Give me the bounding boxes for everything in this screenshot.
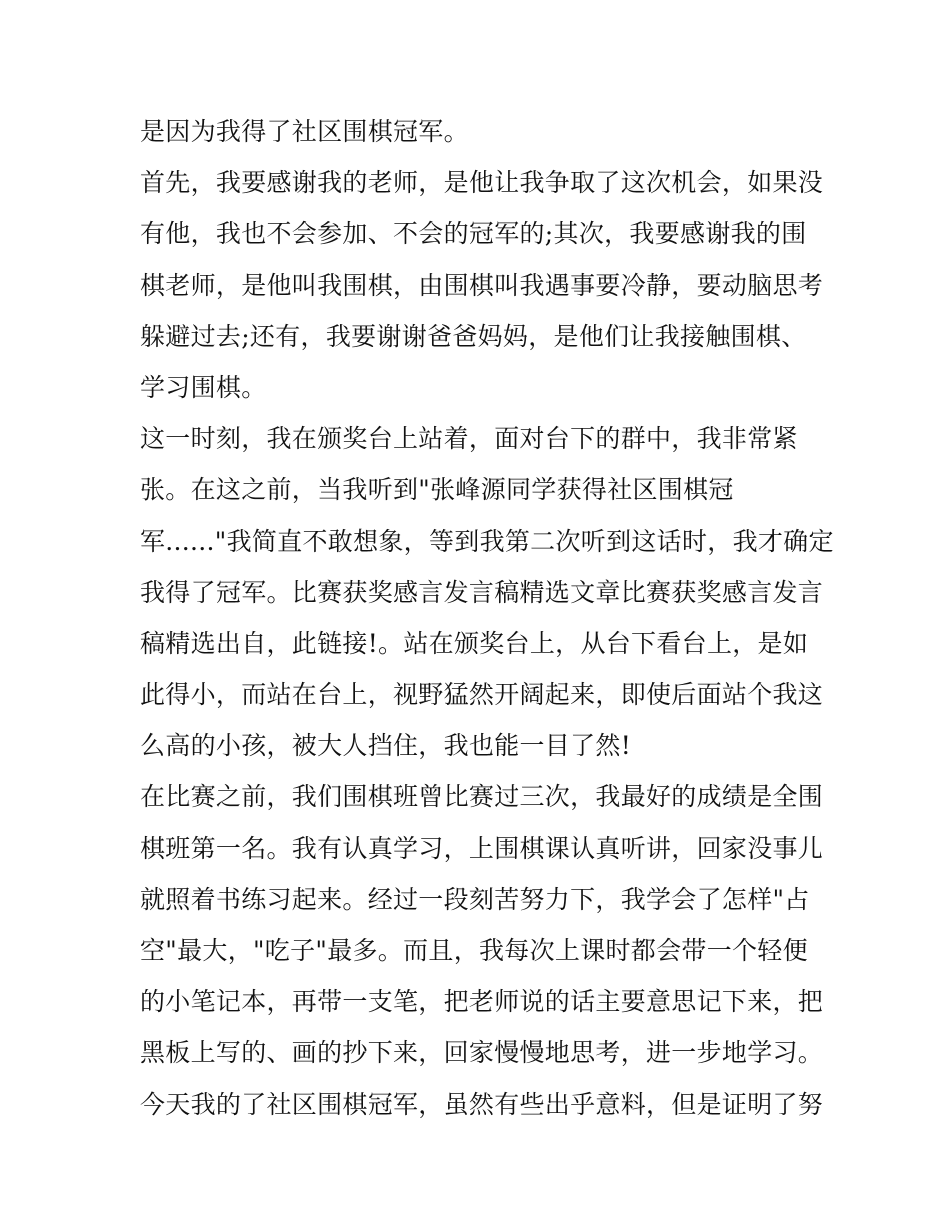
text-line: 空"最大，"吃子"最多。而且，我每次上课时都会带一个轻便 — [140, 936, 808, 965]
text-line: 黑板上写的、画的抄下来，回家慢慢地思考，进一步地学习。 — [140, 1038, 824, 1068]
text-line: 么高的小孩，被大人挡住，我也能一目了然! — [140, 731, 632, 761]
document-body — [140, 106, 834, 1130]
text-line: 张。在这之前，当我听到"张峰源同学获得社区围棋冠 — [140, 475, 734, 505]
text-line: 是因为我得了社区围棋冠军。 — [140, 117, 469, 146]
text-line: 棋老师，是他叫我围棋，由围棋叫我遇事要冷静，要动脑思考 — [140, 270, 824, 300]
text-line: 首先，我要感谢我的老师，是他让我争取了这次机会，如果没 — [140, 168, 824, 198]
text-line: 棋班第一名。我有认真学习，上围棋课认真听讲，回家没事儿 — [140, 833, 824, 863]
text-line: 今天我的了社区围棋冠军，虽然有些出乎意料，但是证明了努 — [140, 1089, 824, 1119]
text-line: 躲避过去;还有，我要谢谢爸爸妈妈，是他们让我接触围棋、 — [140, 321, 807, 351]
text-line: 此得小，而站在台上，视野猛然开阔起来，即使后面站个我这 — [140, 680, 824, 710]
text-line: 在比赛之前，我们围棋班曾比赛过三次，我最好的成绩是全围 — [140, 782, 824, 812]
text-line: 的小笔记本，再带一支笔，把老师说的话主要意思记下来，把 — [140, 987, 824, 1017]
text-line: 这一时刻，我在颁奖台上站着，面对台下的群中，我非常紧 — [140, 424, 798, 454]
text-line: 军......"我简直不敢想象，等到我第二次听到这话时，我才确定 — [140, 526, 834, 556]
text-line: 有他，我也不会参加、不会的冠军的;其次，我要感谢我的围 — [140, 219, 807, 249]
text-line: 稿精选出自，此链接!。站在颁奖台上，从台下看台上，是如 — [140, 628, 809, 658]
text-line: 我得了冠军。比赛获奖感言发言稿精选文章比赛获奖感言发言 — [140, 577, 824, 607]
text-line: 学习围棋。 — [140, 372, 267, 402]
text-line: 就照着书练习起来。经过一段刻苦努力下，我学会了怎样"占 — [140, 884, 810, 914]
